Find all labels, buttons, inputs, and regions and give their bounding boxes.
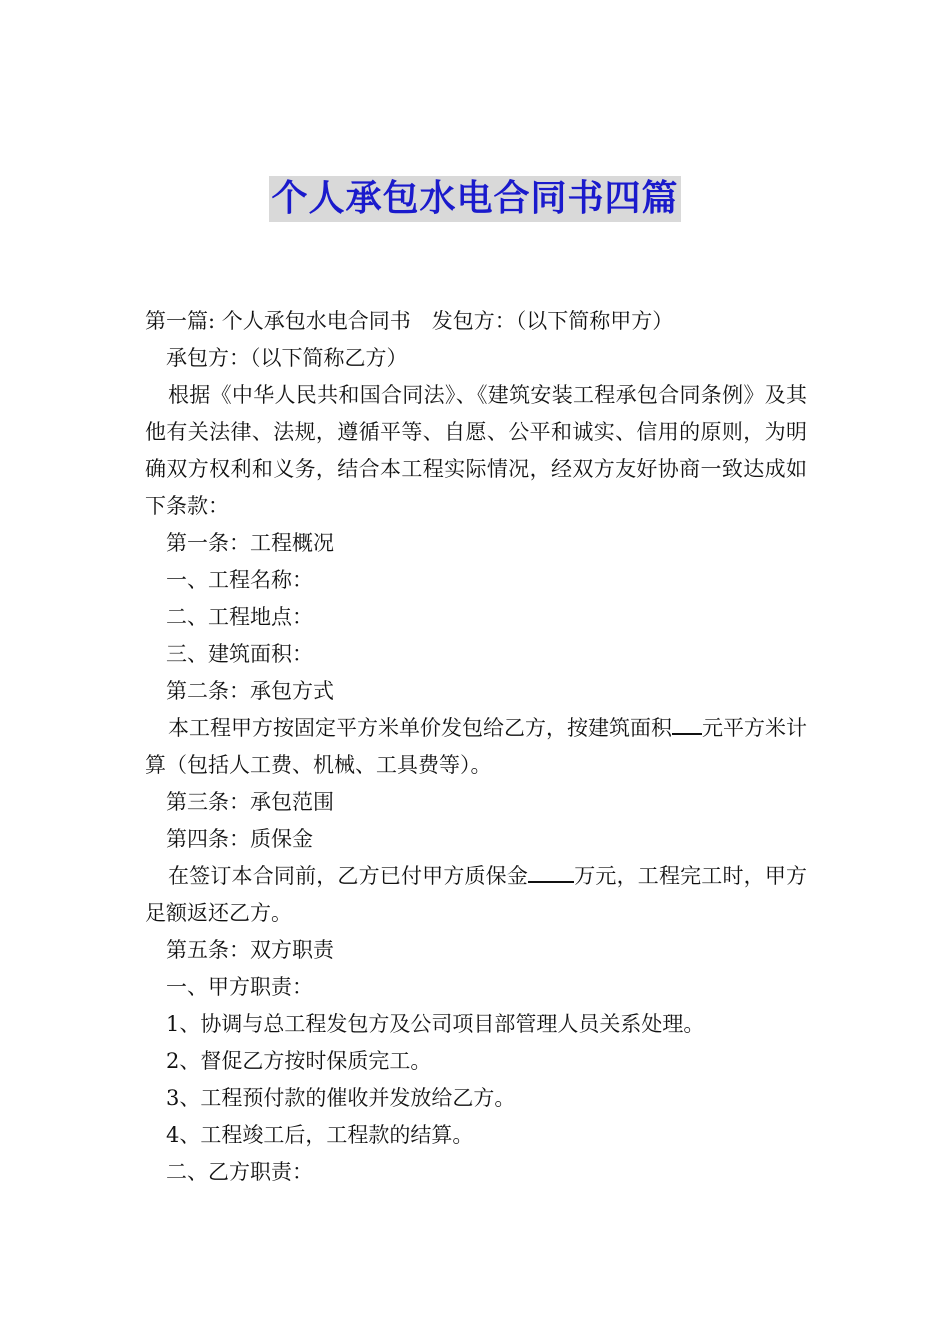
- first-article-heading: 第一篇: 个人承包水电合同书 发包方：（以下简称甲方）: [145, 309, 674, 333]
- project-name-line: 一、工程名称：: [166, 568, 313, 592]
- party-a-duty-4: 4、工程竣工后，工程款的结算。: [166, 1123, 474, 1147]
- party-a-duty-1: 1、协调与总工程发包方及公司项目部管理人员关系处理。: [166, 1012, 705, 1036]
- clause-5-heading: 第五条：双方职责: [166, 938, 334, 962]
- party-b-duties-heading: 二、乙方职责：: [166, 1160, 313, 1184]
- contractor-line: 承包方：（以下简称乙方）: [166, 346, 408, 370]
- title-container: [0, 176, 950, 222]
- deposit-amount-blank: [528, 859, 574, 883]
- clause-3-heading: 第三条：承包范围: [166, 790, 334, 814]
- document-body: [145, 303, 807, 1191]
- party-a-duty-2: 2、督促乙方按时保质完工。: [166, 1049, 432, 1073]
- intro-paragraph: 根据《中华人民共和国合同法》、《建筑安装工程承包合同条例》及其他有关法律、法规，遵循平等、自愿、公平和诚实、信用的原则，为明确双方权利和义务，结合本工程实际情况，经双方友好协商一致达成如下条款：: [145, 383, 807, 518]
- contract-method-paragraph: [145, 710, 807, 784]
- deposit-text-b: 万元，工程完工时，甲方足额返还乙方。: [145, 864, 808, 925]
- party-a-duty-3: 3、工程预付款的催收并发放给乙方。: [166, 1086, 516, 1110]
- building-area-line: 三、建筑面积：: [166, 642, 313, 666]
- contract-method-text-b: 元平方米计算（包括人工费、机械、工具费等）。: [145, 716, 807, 777]
- party-a-duties-heading: 一、甲方职责：: [166, 975, 313, 999]
- deposit-text-a: 在签订本合同前，乙方已付甲方质保金: [168, 864, 529, 888]
- clause-2-heading: 第二条：承包方式: [166, 679, 334, 703]
- clause-4-heading: 第四条：质保金: [166, 827, 313, 851]
- contract-method-text-a: 本工程甲方按固定平方米单价发包给乙方，按建筑面积: [168, 716, 672, 740]
- document-title: 个人承包水电合同书四篇: [269, 176, 680, 222]
- clause-1-heading: 第一条：工程概况: [166, 531, 334, 555]
- unit-price-blank: [672, 711, 702, 735]
- project-location-line: 二、工程地点：: [166, 605, 313, 629]
- deposit-paragraph: [145, 858, 807, 932]
